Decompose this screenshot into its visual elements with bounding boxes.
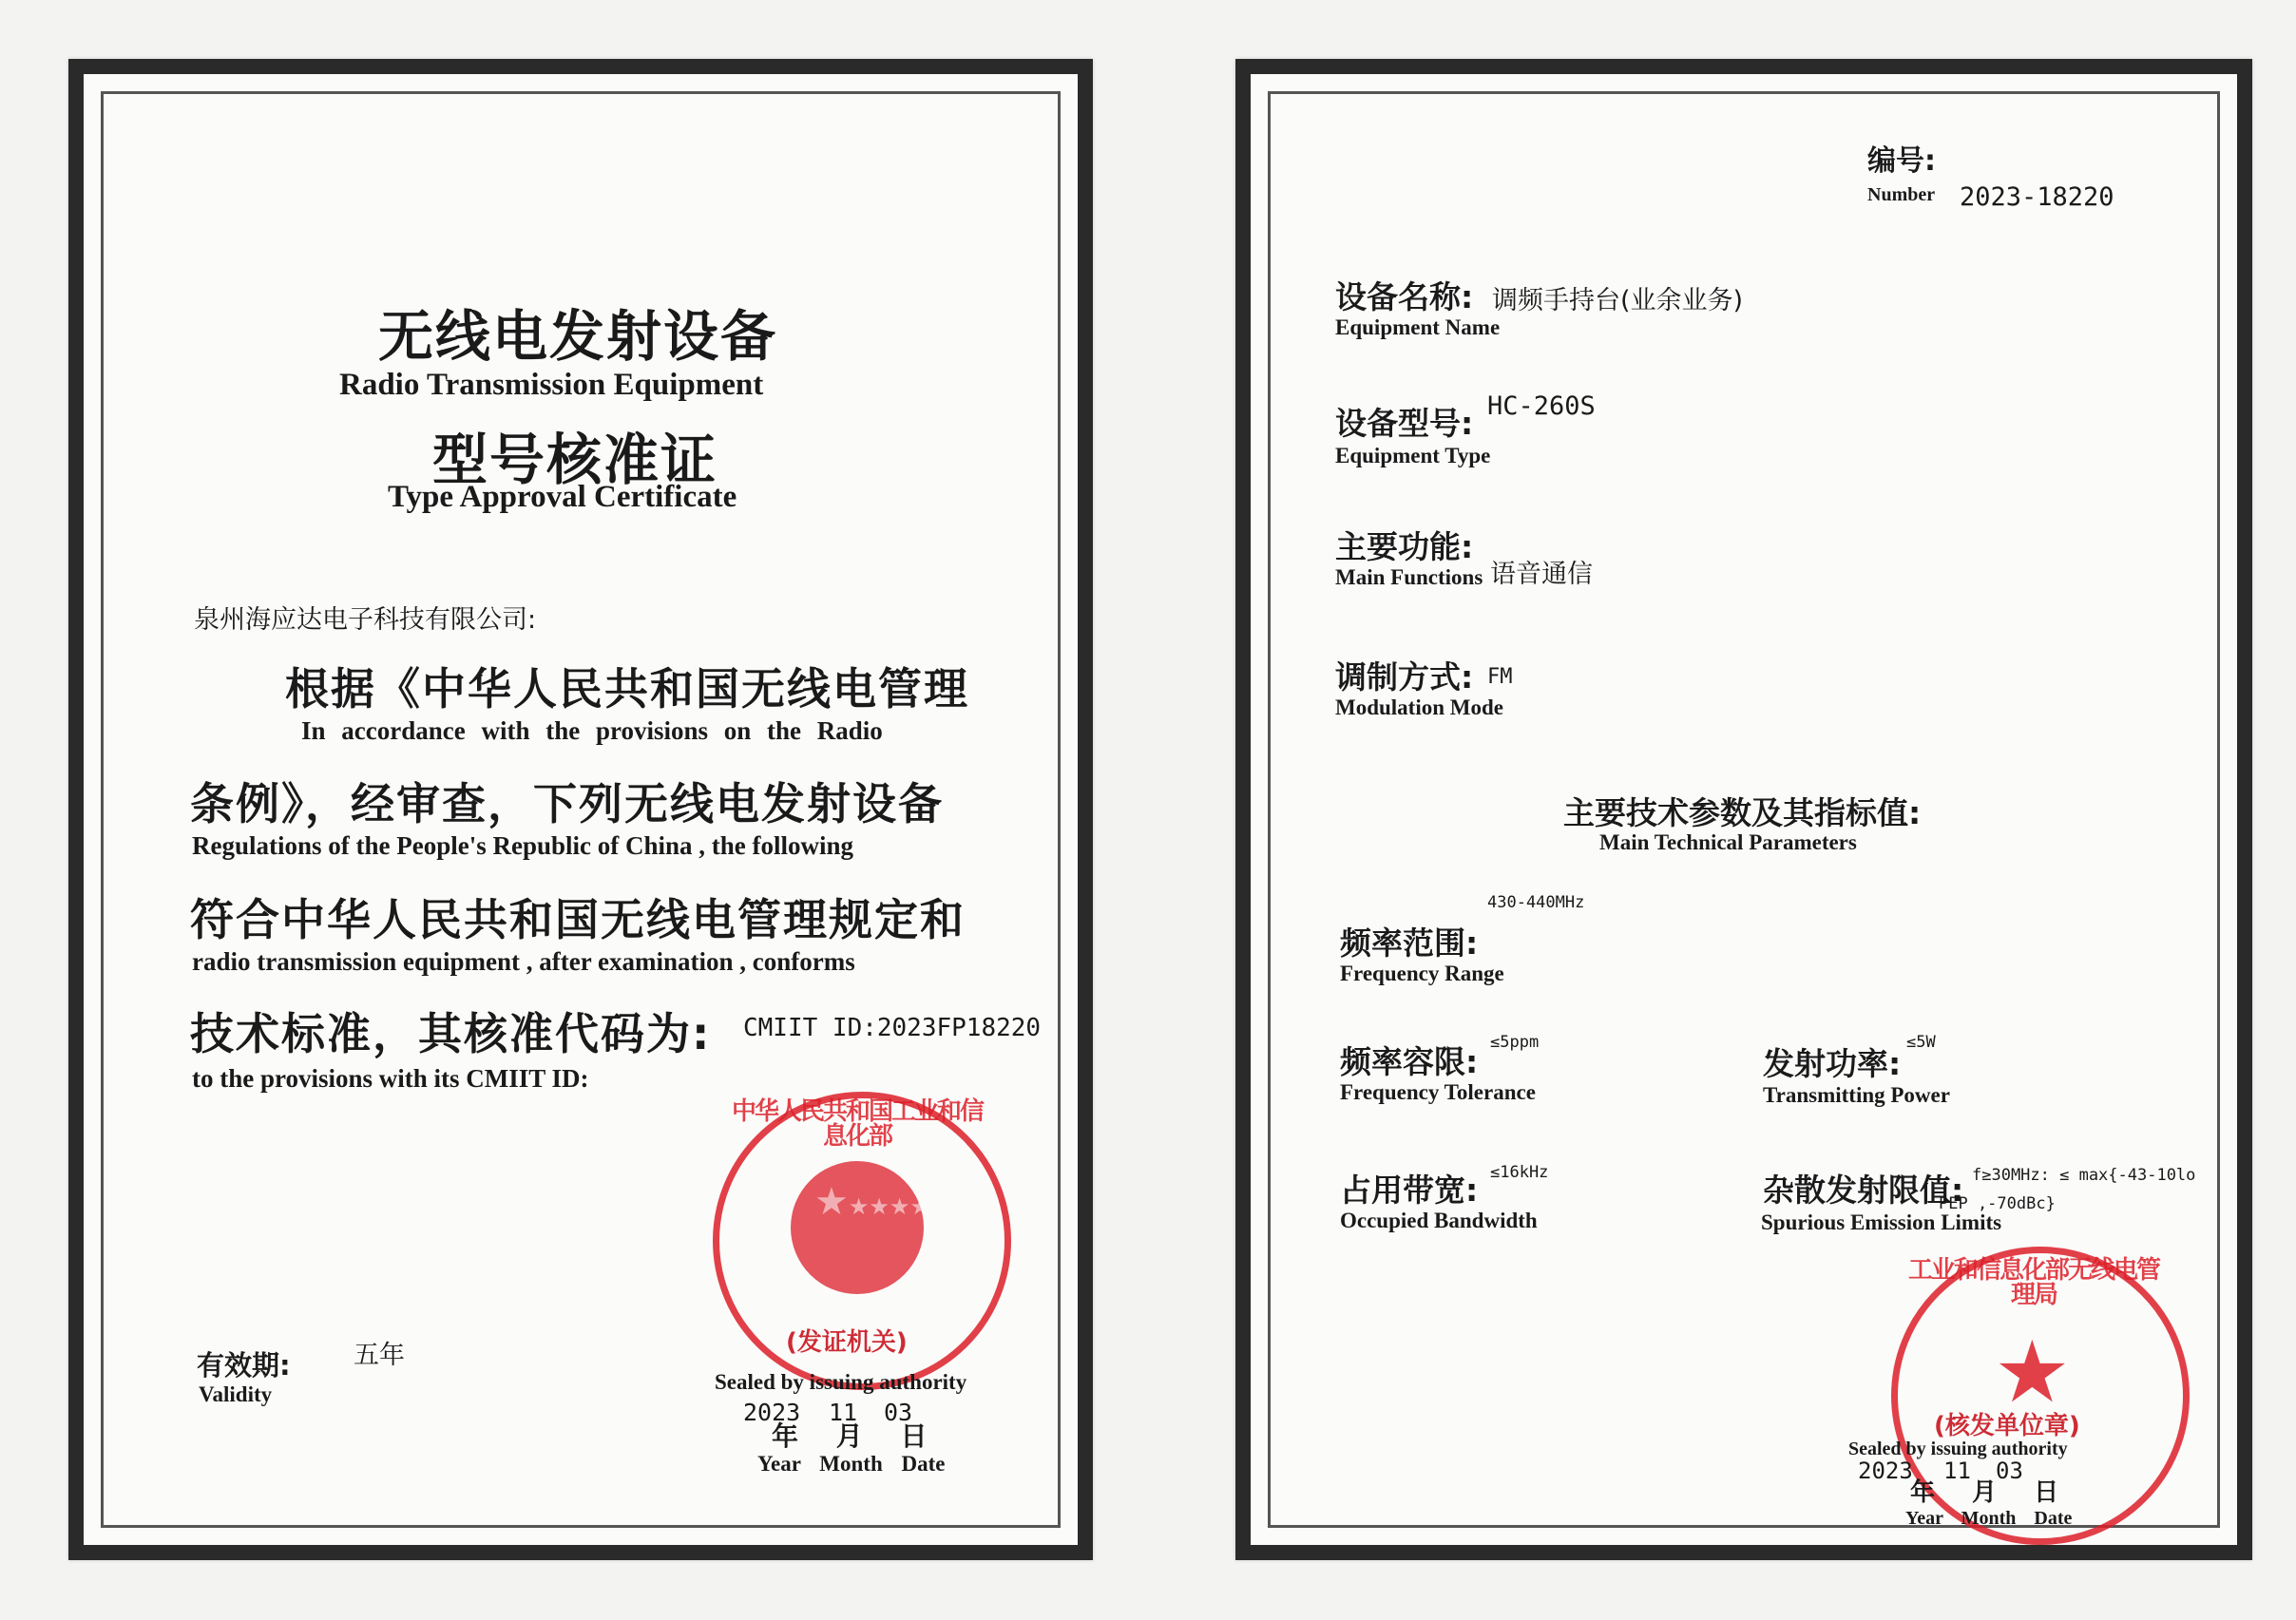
validity-cn: 有效期: xyxy=(197,1349,291,1382)
spur-value-1: f≥30MHz: ≤ max{-43-10lo xyxy=(1972,1166,2196,1185)
body-line2-en: Regulations of the People's Republic of China , the following xyxy=(192,831,854,860)
certificate-page-right xyxy=(1235,59,2252,1560)
date-day: 03 xyxy=(1996,1458,2023,1484)
date-cn: 年 月 日 xyxy=(1910,1478,2059,1507)
seal-sub: (发证机关) xyxy=(786,1328,908,1357)
seal-text: 工业和信息化部无线电管理局 xyxy=(1907,1256,2159,1309)
tol-en: Frequency Tolerance xyxy=(1340,1080,1536,1104)
seal-stars: ★★★★★ xyxy=(814,1180,930,1224)
title-cn-2: 型号核准证 xyxy=(432,428,718,492)
seal-sub: (核发单位章) xyxy=(1934,1412,2080,1440)
pow-en: Transmitting Power xyxy=(1763,1083,1950,1107)
title-en-2: Type Approval Certificate xyxy=(388,480,737,514)
date-en: Year Month Date xyxy=(1905,1508,2073,1529)
date-year: 2023 xyxy=(1858,1458,1913,1484)
body-line3-cn: 符合中华人民共和国无线电管理规定和 xyxy=(190,894,966,945)
body-line4-en: to the provisions with its CMIIT ID: xyxy=(192,1064,589,1093)
cmiit-id: CMIIT ID:2023FP18220 xyxy=(743,1014,1042,1042)
type-en: Equipment Type xyxy=(1335,444,1491,467)
spur-value-2: PEP ,-70dBc} xyxy=(1939,1194,2056,1213)
date-year: 2023 xyxy=(743,1399,801,1426)
bw-value: ≤16kHz xyxy=(1490,1163,1549,1182)
type-cn: 设备型号: xyxy=(1335,405,1474,442)
spur-cn: 杂散发射限值: xyxy=(1763,1172,1964,1209)
func-value: 语音通信 xyxy=(1490,560,1593,589)
sealed-by: Sealed by issuing authority xyxy=(715,1370,967,1394)
pow-cn: 发射功率: xyxy=(1763,1045,1902,1082)
company-name: 泉州海应达电子科技有限公司: xyxy=(194,605,537,635)
date-en: Year Month Date xyxy=(757,1452,946,1476)
bw-en: Occupied Bandwidth xyxy=(1340,1209,1538,1232)
params-en: Main Technical Parameters xyxy=(1599,830,1857,854)
func-cn: 主要功能: xyxy=(1335,528,1474,565)
title-en-1: Radio Transmission Equipment xyxy=(339,368,764,402)
type-value: HC-260S xyxy=(1487,391,1596,421)
certificate-page-left xyxy=(68,59,1093,1560)
func-en: Main Functions xyxy=(1335,565,1483,589)
freq-cn: 频率范围: xyxy=(1340,924,1479,962)
body-line4-cn: 技术标准，其核准代码为: xyxy=(190,1008,712,1059)
body-line1-en: In accordance with the provisions on the Radio xyxy=(301,716,883,745)
body-line3-en: radio transmission equipment , after examination , conforms xyxy=(192,947,855,976)
mod-cn: 调制方式: xyxy=(1335,658,1474,696)
name-en: Equipment Name xyxy=(1335,315,1501,339)
spur-en: Spurious Emission Limits xyxy=(1761,1210,2002,1234)
validity-en: Validity xyxy=(199,1382,273,1406)
bw-cn: 占用带宽: xyxy=(1340,1172,1479,1209)
body-line1-cn: 根据《中华人民共和国无线电管理 xyxy=(285,663,969,715)
tol-cn: 频率容限: xyxy=(1340,1043,1479,1080)
freq-en: Frequency Range xyxy=(1340,962,1504,985)
name-value: 调频手持台(业余业务) xyxy=(1492,286,1744,315)
date-day: 03 xyxy=(884,1399,913,1426)
date-cn: 年 月 日 xyxy=(772,1420,928,1452)
freq-value: 430-440MHz xyxy=(1487,893,1585,912)
seal-text: 中华人民共和国工业和信息化部 xyxy=(731,1097,983,1151)
seal-star-icon: ★ xyxy=(1994,1323,2071,1422)
tol-value: ≤5ppm xyxy=(1490,1033,1540,1052)
mod-value: FM xyxy=(1487,665,1513,689)
number-cn: 编号: xyxy=(1867,144,1936,178)
date-month: 11 xyxy=(1943,1458,1971,1484)
mod-en: Modulation Mode xyxy=(1335,696,1503,719)
title-cn-1: 无线电发射设备 xyxy=(378,304,778,369)
sealed-by: Sealed by issuing authority xyxy=(1848,1439,2068,1459)
body-line2-cn: 条例》，经审查，下列无线电发射设备 xyxy=(190,778,944,829)
number-value: 2023-18220 xyxy=(1960,182,2114,212)
name-cn: 设备名称: xyxy=(1335,278,1474,315)
date-month: 11 xyxy=(829,1399,858,1426)
params-cn: 主要技术参数及其指标值: xyxy=(1563,794,1922,831)
pow-value: ≤5W xyxy=(1906,1033,1936,1052)
validity-value: 五年 xyxy=(354,1341,405,1370)
number-en: Number xyxy=(1867,184,1936,205)
